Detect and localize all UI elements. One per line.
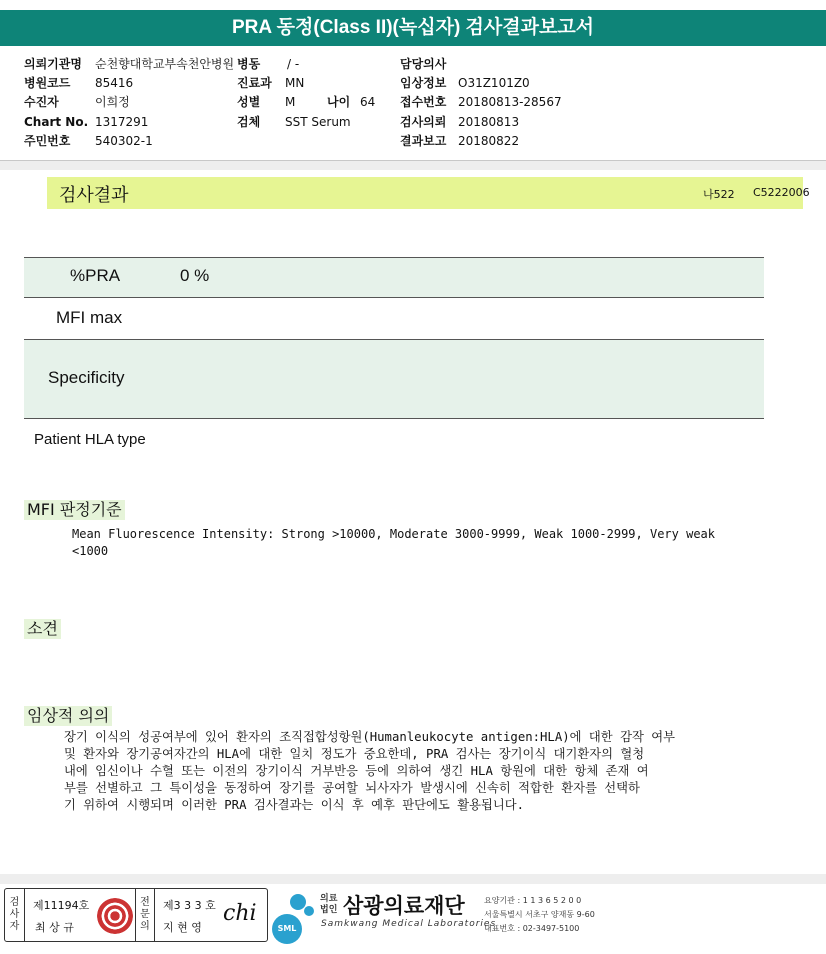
results-heading: 검사결과 — [59, 185, 129, 206]
mfi-criteria-heading: MFI 판정기준 — [24, 500, 125, 520]
logo-dot-icon — [304, 906, 314, 916]
mfi-criteria-line2: <1000 — [72, 544, 109, 558]
ward-value: / - — [287, 57, 300, 71]
examiner-name: 최 상 규 — [35, 921, 74, 934]
report-title: PRA 동정(Class II)(녹십자) 검사결과보고서 — [0, 10, 826, 46]
hospital-code-label: 병원코드 — [24, 76, 71, 90]
pra-row — [24, 257, 764, 297]
examinee-label: 수진자 — [24, 95, 59, 109]
sex-label: 성별 — [237, 95, 261, 109]
mfi-criteria-line1: Mean Fluorescence Intensity: Strong >10000, Moderate 3000-9999, Weak 1000-2999, Very weak — [72, 527, 715, 541]
dept-label: 진료과 — [237, 76, 272, 90]
specimen-label: 검체 — [237, 115, 261, 129]
request-label: 검사의뢰 — [400, 115, 447, 129]
org-address: 서울특별시 서초구 양재동 9-60 — [484, 910, 595, 919]
vertical-char: 사 — [9, 909, 20, 920]
pra-label: %PRA — [70, 266, 121, 285]
sex-value: M — [285, 95, 296, 109]
id-value: 540302-1 — [95, 134, 153, 148]
clinical-significance-text — [64, 729, 794, 814]
dept-value: MN — [285, 76, 305, 90]
vertical-char: 문 — [140, 909, 150, 920]
age-value: 64 — [360, 95, 376, 109]
org-license: 요양기관 : 1 1 3 6 5 2 0 0 — [484, 896, 582, 905]
signature-mark: chi — [223, 901, 257, 926]
specificity-label: Specificity — [48, 368, 125, 387]
hospital-code-value: 85416 — [95, 76, 134, 90]
logo-icon: SML — [272, 914, 302, 944]
vertical-char: 자 — [9, 921, 20, 932]
org-phone: 대표번호 : 02-3497-5100 — [484, 924, 580, 933]
institution-value: 순천향대학교부속천안병원 — [95, 57, 235, 71]
org-type-line1: 의료 — [320, 894, 338, 904]
vertical-char: 검 — [9, 897, 20, 908]
ward-label: 병동 — [237, 57, 261, 71]
specimen-value: SST Serum — [285, 115, 351, 129]
org-type-line2: 법인 — [320, 905, 338, 915]
seal-icon — [97, 898, 133, 934]
clinical-line: 부를 선별하고 그 특이성을 동정하여 장기를 공여할 뇌사자가 발생시에 신속히 적합한 환자를 선택하 — [64, 781, 640, 795]
specificity-row — [24, 339, 764, 419]
clinical-line: 및 환자와 장기공여자간의 HLA에 대한 일치 정도가 중요한데, PRA 검사는 장기이식 대기환자의 혈청 — [64, 747, 645, 761]
doctor-label: 담당의사 — [400, 57, 447, 71]
request-value: 20180813 — [458, 115, 520, 129]
patient-info — [0, 55, 826, 155]
clinical-line: 장기 이식의 성공여부에 있어 환자의 조직접합성항원(Humanleukocyte antigen:HLA)에 대한 감작 여부 — [64, 730, 676, 744]
vertical-char: 전 — [140, 897, 150, 908]
id-label: 주민번호 — [24, 134, 71, 148]
report-label: 결과보고 — [400, 134, 447, 148]
chart-value: 1317291 — [95, 115, 149, 129]
test-code-2: C5222006 — [753, 186, 810, 199]
footer-band — [0, 874, 826, 884]
mfi-row — [24, 297, 764, 339]
receipt-value: 20180813-28567 — [458, 95, 562, 109]
patient-hla-label: Patient HLA type — [34, 431, 146, 448]
clinical-significance-heading: 임상적 의의 — [24, 706, 112, 726]
clinical-value: O31Z101Z0 — [458, 76, 530, 90]
org-name-english: Samkwang Medical Laboratories — [321, 919, 497, 929]
results-heading-bar — [47, 177, 810, 209]
findings-heading: 소견 — [24, 619, 61, 639]
examinee-value: 이희정 — [95, 95, 130, 109]
clinical-label: 임상정보 — [400, 76, 447, 90]
institution-label: 의뢰기관명 — [24, 57, 82, 71]
clinical-line: 기 위하여 시행되며 이러한 PRA 검사결과는 이식 후 예후 판단에도 활용됩니다. — [64, 798, 525, 812]
logo-dot-icon — [290, 894, 306, 910]
examiner-vertical-label — [5, 889, 25, 941]
header-band — [0, 161, 826, 170]
mfi-label: MFI max — [56, 308, 123, 327]
examiner-license: 제11194호 — [33, 899, 90, 912]
specialist-license: 제3 3 3 호 — [163, 899, 216, 912]
test-code-1: 나522 — [703, 188, 735, 201]
receipt-label: 접수번호 — [400, 95, 447, 109]
age-label: 나이 — [327, 95, 351, 109]
org-name: 삼광의료재단 — [343, 894, 465, 918]
pra-value: 0 % — [180, 266, 210, 285]
signature-box — [4, 888, 268, 942]
report-value: 20180822 — [458, 134, 520, 148]
specialist-name: 지 현 영 — [163, 921, 202, 934]
chart-label: Chart No. — [24, 115, 89, 129]
vertical-char: 의 — [140, 921, 150, 932]
clinical-line: 내에 임신이나 수혈 또는 이전의 장기이식 거부반응 등에 의하여 생긴 HLA 항원에 대한 항체 존재 여 — [64, 764, 649, 778]
specialist-vertical-label — [135, 889, 155, 941]
